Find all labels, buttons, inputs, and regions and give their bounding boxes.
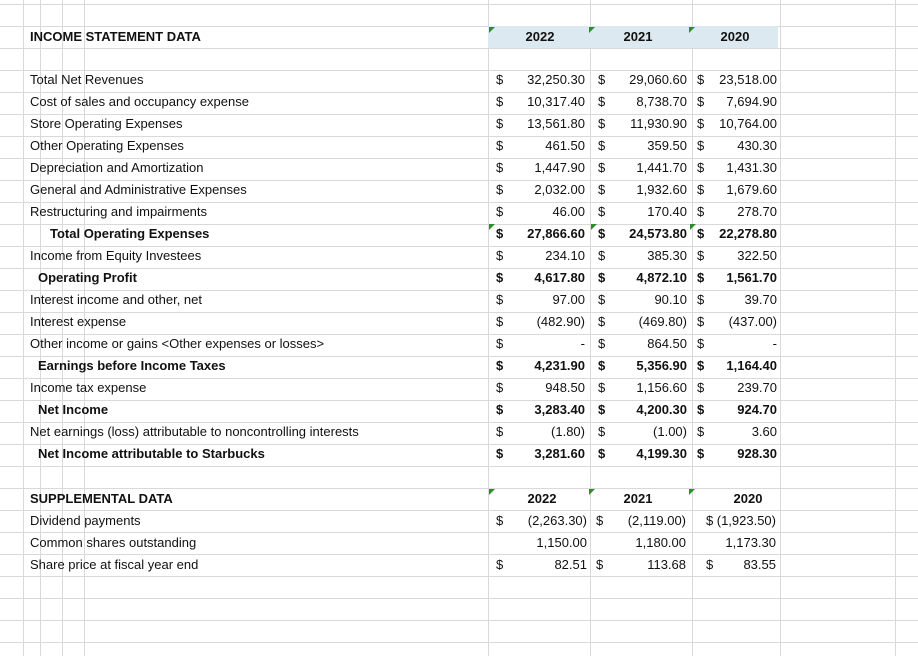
income-year-2020[interactable]: 2020 [720, 29, 750, 44]
currency-symbol: $ [496, 72, 504, 87]
amount-value: 27,866.60 [527, 226, 585, 241]
currency-symbol: $ [496, 380, 504, 395]
currency-symbol: $ [697, 138, 705, 153]
amount-value: 1,180.00 [635, 535, 686, 550]
currency-symbol: $ [697, 182, 705, 197]
income-row-label[interactable]: Other income or gains <Other expenses or losses> [30, 336, 325, 351]
amount-value: 90.10 [654, 292, 687, 307]
amount-value: 24,573.80 [629, 226, 687, 241]
amount-value: (482.90) [536, 314, 585, 329]
amount-value: 322.50 [737, 248, 777, 263]
currency-symbol: $ [697, 314, 705, 329]
amount-value: 1,561.70 [726, 270, 777, 285]
currency-symbol: $ [697, 116, 705, 131]
amount-value: 4,231.90 [534, 358, 585, 373]
amount-value: 1,156.60 [636, 380, 687, 395]
amount-value: 2,032.00 [534, 182, 585, 197]
amount-value: (1.00) [653, 424, 687, 439]
supplemental-row-label[interactable]: Common shares outstanding [30, 535, 197, 550]
currency-symbol: $ [598, 226, 606, 241]
currency-symbol: $ [697, 94, 705, 109]
grid-column-line [23, 0, 24, 656]
income-row-label[interactable]: General and Administrative Expenses [30, 182, 247, 197]
amount-value: 97.00 [552, 292, 585, 307]
amount-value: 22,278.80 [719, 226, 777, 241]
amount-value: 1,447.90 [534, 160, 585, 175]
income-row-label[interactable]: Net Income [38, 402, 109, 417]
income-year-2021[interactable]: 2021 [623, 29, 653, 44]
amount-value: 385.30 [647, 248, 687, 263]
amount-value: 928.30 [737, 446, 777, 461]
amount-value: (1.80) [551, 424, 585, 439]
income-row-label[interactable]: Restructuring and impairments [30, 204, 208, 219]
currency-symbol: $ [697, 402, 705, 417]
income-row-label[interactable]: Earnings before Income Taxes [38, 358, 226, 373]
green-triangle-indicator [689, 489, 695, 495]
currency-symbol: $ [697, 270, 705, 285]
amount-value: 1,150.00 [536, 535, 587, 550]
amount-value: 239.70 [737, 380, 777, 395]
amount-value: 1,173.30 [725, 535, 776, 550]
amount-value: 82.51 [554, 557, 587, 572]
currency-symbol: $ [598, 336, 606, 351]
income-row-label[interactable]: Total Operating Expenses [50, 226, 210, 241]
amount-value: 3,283.40 [534, 402, 585, 417]
income-row-label[interactable]: Income from Equity Investees [30, 248, 202, 263]
amount-value: (437.00) [728, 314, 777, 329]
amount-value: 1,679.60 [726, 182, 777, 197]
amount-value: - [772, 336, 777, 351]
amount-value: (2,119.00) [627, 513, 686, 528]
income-row-label[interactable]: Interest income and other, net [30, 292, 202, 307]
currency-symbol: $ [496, 446, 504, 461]
supplemental-row-label[interactable]: Share price at fiscal year end [30, 557, 199, 572]
amount-value: 5,356.90 [636, 358, 687, 373]
amount-value: 430.30 [737, 138, 777, 153]
currency-symbol: $ [496, 248, 504, 263]
currency-symbol: $ [598, 204, 606, 219]
income-statement-title[interactable]: INCOME STATEMENT DATA [30, 29, 201, 44]
currency-symbol: $ [706, 513, 714, 528]
amount-value: 1,932.60 [636, 182, 687, 197]
currency-symbol: $ [697, 358, 705, 373]
currency-symbol: $ [496, 116, 504, 131]
amount-value: 864.50 [647, 336, 687, 351]
grid-column-line [780, 0, 781, 656]
amount-value: 4,617.80 [534, 270, 585, 285]
amount-value: 39.70 [744, 292, 777, 307]
currency-symbol: $ [697, 380, 705, 395]
income-row-label[interactable]: Total Net Revenues [30, 72, 144, 87]
amount-value: 11,930.90 [630, 116, 687, 131]
currency-symbol: $ [598, 402, 606, 417]
amount-value: 948.50 [545, 380, 585, 395]
currency-symbol: $ [496, 138, 504, 153]
income-row-label[interactable]: Store Operating Expenses [30, 116, 183, 131]
amount-value: 3.60 [751, 424, 777, 439]
currency-symbol: $ [496, 336, 504, 351]
income-row-label[interactable]: Depreciation and Amortization [30, 160, 204, 175]
currency-symbol: $ [598, 138, 606, 153]
amount-value: 1,431.30 [726, 160, 777, 175]
amount-value: 1,441.70 [636, 160, 687, 175]
supplemental-year-2021[interactable]: 2021 [623, 491, 653, 506]
income-year-2022[interactable]: 2022 [525, 29, 555, 44]
amount-value: 3,281.60 [534, 446, 585, 461]
amount-value: 32,250.30 [527, 72, 585, 87]
currency-symbol: $ [598, 270, 606, 285]
income-row-label[interactable]: Operating Profit [38, 270, 137, 285]
amount-value: 924.70 [737, 402, 777, 417]
currency-symbol: $ [496, 270, 504, 285]
currency-symbol: $ [496, 424, 504, 439]
currency-symbol: $ [706, 557, 714, 572]
currency-symbol: $ [496, 292, 504, 307]
currency-symbol: $ [697, 336, 705, 351]
currency-symbol: $ [596, 557, 604, 572]
currency-symbol: $ [598, 424, 606, 439]
currency-symbol: $ [496, 557, 504, 572]
currency-symbol: $ [598, 292, 606, 307]
amount-value: 170.40 [647, 204, 687, 219]
currency-symbol: $ [598, 116, 606, 131]
amount-value: 1,164.40 [726, 358, 777, 373]
supplemental-year-2022[interactable]: 2022 [527, 491, 557, 506]
income-row-label[interactable]: Income tax expense [30, 380, 147, 395]
currency-symbol: $ [598, 358, 606, 373]
currency-symbol: $ [598, 314, 606, 329]
amount-value: (469.80) [638, 314, 687, 329]
currency-symbol: $ [496, 94, 504, 109]
amount-value: (2,263.30) [527, 513, 587, 528]
amount-value: 234.10 [545, 248, 585, 263]
supplemental-year-2020[interactable]: 2020 [733, 491, 763, 506]
currency-symbol: $ [496, 358, 504, 373]
amount-value: 8,738.70 [636, 94, 687, 109]
currency-symbol: $ [496, 182, 504, 197]
currency-symbol: $ [697, 226, 705, 241]
currency-symbol: $ [697, 424, 705, 439]
amount-value: 46.00 [552, 204, 585, 219]
supplemental-title[interactable]: SUPPLEMENTAL DATA [30, 491, 173, 506]
grid-column-line [590, 0, 591, 656]
amount-value: 83.55 [743, 557, 776, 572]
amount-value: 278.70 [737, 204, 777, 219]
currency-symbol: $ [697, 292, 705, 307]
amount-value: 113.68 [647, 557, 686, 572]
currency-symbol: $ [697, 204, 705, 219]
supplemental-row-label[interactable]: Dividend payments [30, 513, 141, 528]
amount-value: 23,518.00 [719, 72, 777, 87]
currency-symbol: $ [496, 204, 504, 219]
income-row-label[interactable]: Interest expense [30, 314, 127, 329]
amount-value: 359.50 [647, 138, 687, 153]
currency-symbol: $ [496, 160, 504, 175]
currency-symbol: $ [496, 513, 504, 528]
grid-column-line [488, 0, 489, 656]
amount-value: 4,200.30 [636, 402, 687, 417]
currency-symbol: $ [598, 160, 606, 175]
currency-symbol: $ [697, 72, 705, 87]
currency-symbol: $ [496, 314, 504, 329]
amount-value: 461.50 [545, 138, 585, 153]
currency-symbol: $ [496, 226, 504, 241]
currency-symbol: $ [596, 513, 604, 528]
amount-value: 4,199.30 [636, 446, 687, 461]
amount-value: 7,694.90 [726, 94, 777, 109]
amount-value: 4,872.10 [636, 270, 687, 285]
currency-symbol: $ [697, 160, 705, 175]
currency-symbol: $ [598, 182, 606, 197]
income-row-label[interactable]: Net Income attributable to Starbucks [38, 446, 265, 461]
currency-symbol: $ [598, 72, 606, 87]
grid-column-line [895, 0, 896, 656]
currency-symbol: $ [496, 402, 504, 417]
currency-symbol: $ [697, 446, 705, 461]
amount-value: (1,923.50) [716, 513, 776, 528]
currency-symbol: $ [697, 248, 705, 263]
income-row-label[interactable]: Other Operating Expenses [30, 138, 184, 153]
income-row-label[interactable]: Cost of sales and occupancy expense [30, 94, 249, 109]
currency-symbol: $ [598, 446, 606, 461]
income-row-label[interactable]: Net earnings (loss) attributable to noncontrolling interests [30, 424, 359, 439]
amount-value: 10,764.00 [719, 116, 777, 131]
currency-symbol: $ [598, 248, 606, 263]
amount-value: 13,561.80 [527, 116, 585, 131]
currency-symbol: $ [598, 94, 606, 109]
amount-value: 10,317.40 [527, 94, 585, 109]
currency-symbol: $ [598, 380, 606, 395]
amount-value: - [580, 336, 585, 351]
amount-value: 29,060.60 [629, 72, 687, 87]
